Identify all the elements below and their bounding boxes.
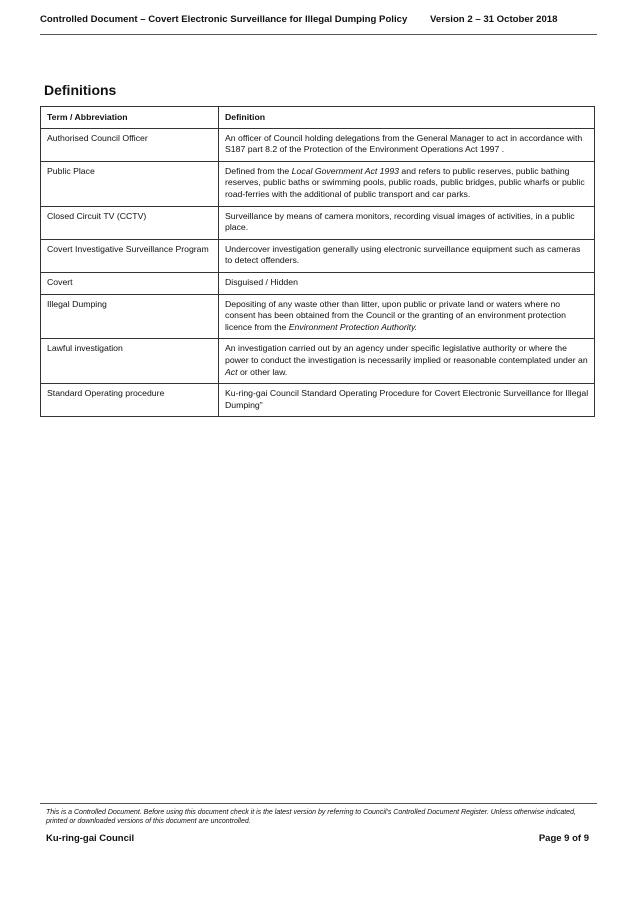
- definition-cell: [219, 206, 595, 239]
- page-number: Page 9 of 9: [538, 833, 589, 844]
- definition-cell: [219, 161, 595, 206]
- table-row: [41, 206, 595, 239]
- definition-cell: [219, 339, 595, 384]
- term-cell: Illegal Dumping: [41, 294, 219, 339]
- definition-text: Undercover investigation generally using electronic surveillance equipment such as cameras to detect offenders.: [225, 243, 581, 266]
- definition-text: Ku-ring-gai Council Standard Operating Procedure for Covert Electronic Surveillance for Illegal Dumping”: [225, 388, 589, 410]
- italic-reference: Act: [225, 366, 238, 377]
- term-cell: Closed Circuit TV (CCTV): [41, 206, 219, 239]
- footer-divider: [40, 803, 597, 804]
- definition-text: An investigation carried out by an agency under specific legislative authority or where the power to conduct the investigation is necessarily implied or reasonable contemplated under an: [225, 343, 588, 365]
- term-cell: Public Place: [41, 161, 219, 206]
- header-divider: [40, 34, 597, 35]
- term-cell: Covert Investigative Surveillance Program: [41, 239, 219, 272]
- column-header-term: Term / Abbreviation: [41, 107, 219, 129]
- column-header-definition: Definition: [219, 107, 595, 129]
- table-row: [41, 294, 595, 339]
- definition-cell: [219, 294, 595, 339]
- table-row: [41, 384, 595, 417]
- definition-cell: [219, 272, 595, 294]
- definitions-table: [40, 106, 595, 417]
- definition-cell: [219, 239, 595, 272]
- definition-text: and refers to public reserves, public bathing reserves, public baths or swimming pools, public roads, public bridges, public wharfs or public road-ferries with the additional of public transport and car parks.: [225, 165, 585, 199]
- term-cell: Lawful investigation: [41, 339, 219, 384]
- table-row: [41, 339, 595, 384]
- table-row: [41, 161, 595, 206]
- definitions-table-body: [41, 128, 595, 417]
- definition-text: An officer of Council holding delegations from the General Manager to act in accordance with S187 part 8.2 of the Protection of the Environment Operations Act 1997 .: [225, 132, 583, 155]
- document-version: Version 2 – 31 October 2018: [430, 14, 558, 25]
- document-header: [40, 14, 597, 25]
- table-row: [41, 239, 595, 272]
- italic-reference: Local Government Act 1993: [291, 165, 400, 176]
- definition-text: Defined from the: [225, 165, 292, 176]
- definition-text: Disguised / Hidden: [225, 276, 298, 287]
- term-cell: Covert: [41, 272, 219, 294]
- section-heading: Definitions: [44, 82, 117, 98]
- term-cell: Standard Operating procedure: [41, 384, 219, 417]
- definition-text: Surveillance by means of camera monitors, recording visual images of activities, in a public place.: [225, 210, 575, 233]
- document-title: Controlled Document – Covert Electronic Surveillance for Illegal Dumping Policy: [40, 14, 408, 25]
- term-cell: Authorised Council Officer: [41, 128, 219, 161]
- definition-cell: [219, 384, 595, 417]
- table-row: [41, 272, 595, 294]
- definition-text: Depositing of any waste other than litter, upon public or private land or waters where no consent has been obtained from the Council or the granting of an environment protection licence from the: [225, 298, 566, 332]
- controlled-document-notice: This is a Controlled Document. Before using this document check it is the latest version by referring to Council’s Controlled Document Register. Unless otherwise indicated, printed or downloaded versions of this document are uncontrolled.: [46, 809, 576, 825]
- footer-organization: Ku-ring-gai Council: [46, 833, 135, 844]
- table-row: [41, 128, 595, 161]
- table-header-row: [41, 107, 595, 129]
- italic-reference: Environment Protection Authority.: [288, 321, 418, 332]
- definition-text: or other law.: [237, 366, 288, 377]
- definition-cell: [219, 128, 595, 161]
